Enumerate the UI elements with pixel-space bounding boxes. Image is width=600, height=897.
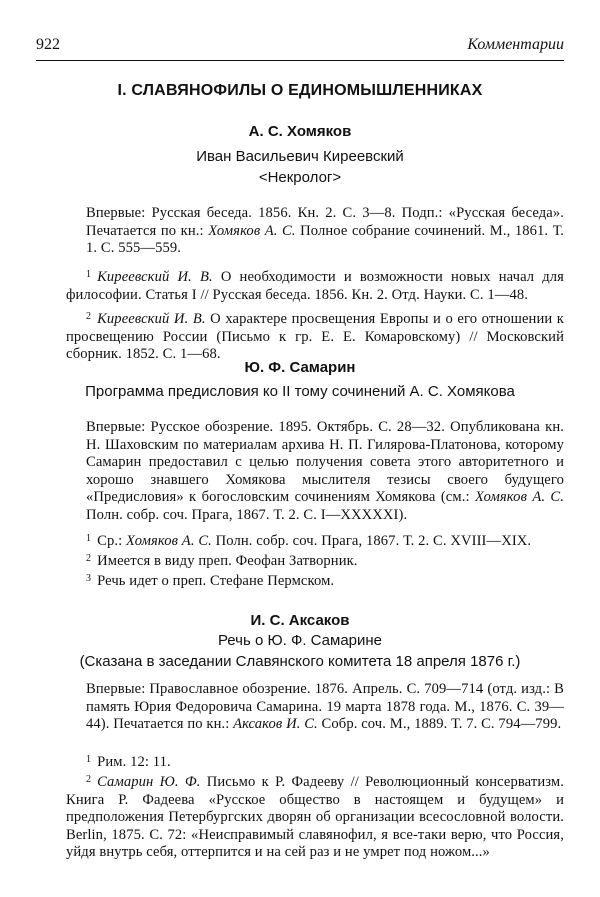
footnote-mark: 2 bbox=[86, 774, 92, 785]
footnote: $^1$ Ср.: Хомяков А. С. Полн. собр. соч. Прага, 1867. Т. 2. С. XVIII—XIX. bbox=[86, 533, 532, 549]
first-publication-info: Впервые: Русская беседа. 1856. Кн. 2. С. 3—8. Подп.: «Русская беседа». Печатается по кн.: Хомяков А. С. Полное собрание сочинений. М., 1861. Т. 1. С. 555—559. bbox=[86, 205, 564, 257]
footnote-mark: 1 bbox=[86, 533, 92, 544]
footnote: $^2$ Самарин Ю. Ф. Письмо к Р. Фадееву // Революционный консерватизм. Книга Р. Фадеева «Русское общество в настоящем и будущем» и предположения Петербургских дворян об организации всесословной волости. Berlin, 1875. С. 72: «Неисправимый славянофил, я все-таки верю, что Россия, уйдя внутрь себя, оттерпится и на сей раз и не умрет под ножом...» bbox=[66, 774, 564, 861]
footnote: $^3$ Речь идет о преп. Стефане Пермском. bbox=[86, 573, 335, 589]
running-title: Комментарии bbox=[467, 36, 564, 53]
footnote: $^2$ Имеется в виду преп. Феофан Затворник. bbox=[86, 553, 358, 569]
page-header bbox=[36, 34, 564, 61]
section-title-line: Иван Васильевич Киреевский bbox=[196, 148, 404, 165]
section-title-line: (Сказана в заседании Славянского комитета 18 апреля 1876 г.) bbox=[79, 653, 521, 670]
section-author: А. С. Хомяков bbox=[248, 123, 352, 140]
footnote-mark: 1 bbox=[86, 269, 92, 280]
page-number: 922 bbox=[36, 36, 60, 53]
section-title-line: Речь о Ю. Ф. Самарине bbox=[217, 632, 383, 649]
footnote: $^1$ Рим. 12: 11. bbox=[86, 754, 171, 770]
section-title-line: Программа предисловия ко II тому сочинений А. С. Хомякова bbox=[85, 383, 515, 400]
first-publication-info: Впервые: Православное обозрение. 1876. Апрель. С. 709—714 (отд. изд.: В память Юрия Федоровича Самарина. 19 марта 1878 года. М., 1876. С. 39—44). Печатается по кн.: Аксаков И. С. Собр. соч. М., 1889. Т. 7. С. 794—799. bbox=[86, 681, 564, 733]
section-author: И. С. Аксаков bbox=[250, 612, 350, 629]
footnote-mark: 2 bbox=[86, 553, 92, 564]
section-title-line: <Некролог> bbox=[258, 169, 342, 186]
footnote: $^1$ Киреевский И. В. О необходимости и возможности новых начал для философии. Статья I // Русская беседа. 1856. Кн. 2. Отд. Науки. С. 1—48. bbox=[66, 269, 564, 303]
footnote-mark: 1 bbox=[86, 754, 92, 765]
footnote-mark: 2 bbox=[86, 311, 92, 322]
first-publication-info: Впервые: Русское обозрение. 1895. Октябрь. С. 28—32. Опубликована кн. Н. Шаховским по материалам архива Н. П. Гилярова-Платонова, которому Самарин предоставил с целью получения совета этого авторитетного и хорошо знавшего Хомякова мыслителя тезисы своего будущего «Предисловия» к богословским сочинениям Хомякова (см.: Хомяков А. С. Полн. собр. соч. Прага, 1867. Т. 2. С. I—XXXXXI). bbox=[86, 419, 564, 523]
part-title: I. СЛАВЯНОФИЛЫ О ЕДИНОМЫШЛЕННИКАХ bbox=[117, 82, 483, 99]
footnote-mark: 3 bbox=[86, 573, 92, 584]
section-author: Ю. Ф. Самарин bbox=[244, 359, 356, 376]
footnote: $^2$ Киреевский И. В. О характере просвещения Европы и о его отношении к просвещению России (Письмо к гр. Е. Е. Комаровскому) // Московский сборник. 1852. С. 1—68. bbox=[66, 311, 564, 363]
